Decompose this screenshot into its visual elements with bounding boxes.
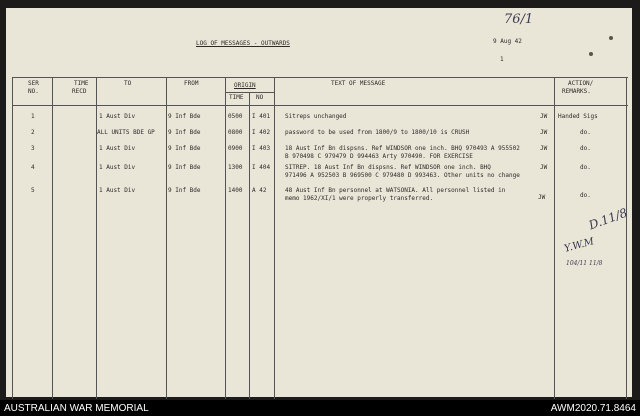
cell-text: Sitreps unchanged <box>285 113 347 120</box>
cell-ser: 5 <box>31 187 35 194</box>
cell-initials: JW <box>540 129 548 136</box>
cell-time: 0900 <box>228 145 243 152</box>
cell-time: 1400 <box>228 187 243 194</box>
col-time: TIME <box>74 80 89 87</box>
cell-ser: 3 <box>31 145 35 152</box>
handwritten-signature: D.11/8 <box>586 205 630 233</box>
table-top-border <box>12 77 628 78</box>
col-ser: SER <box>28 80 39 87</box>
column-divider <box>225 77 226 399</box>
column-divider <box>626 77 627 399</box>
cell-text: SITREP. 18 Aust Inf Bn dispsns. Ref WINDSOR one inch. BHQ <box>285 164 491 171</box>
cell-initials: JW <box>540 113 548 120</box>
col-origin-time: TIME <box>229 94 244 101</box>
column-divider <box>52 77 53 399</box>
handwritten-note: 104/11 11/8 <box>566 260 603 267</box>
cell-no: I 404 <box>252 164 271 171</box>
cell-initials: JW <box>540 164 548 171</box>
column-divider <box>249 92 250 399</box>
cell-to: 1 Aust Div <box>99 113 136 120</box>
cell-time: 0500 <box>228 113 243 120</box>
cell-to: 1 Aust Div <box>99 187 136 194</box>
col-origin: ORIGIN <box>234 82 256 89</box>
cell-text: password to be used from 1800/9 to 1800/10 is CRUSH <box>285 129 470 136</box>
cell-ser: 4 <box>31 164 35 171</box>
cell-remarks: do. <box>580 164 591 171</box>
cell-no: I 401 <box>252 113 271 120</box>
col-recd: RECD <box>72 88 87 95</box>
document-sheet <box>6 8 632 397</box>
col-action: ACTION/ <box>568 80 594 87</box>
col-origin-no: NO <box>256 94 264 101</box>
cell-initials: JW <box>540 145 548 152</box>
cell-ser: 2 <box>31 129 35 136</box>
column-divider <box>554 77 555 399</box>
cell-no: A 42 <box>252 187 267 194</box>
footer-bar <box>0 400 640 416</box>
column-divider <box>12 77 13 399</box>
cell-text: 18 Aust Inf Bn dispsns. Ref WINDSOR one inch. BHQ 970493 A 955502 <box>285 145 520 152</box>
log-date: 9 Aug 42 <box>493 38 522 45</box>
cell-time: 1300 <box>228 164 243 171</box>
cell-text: 48 Aust Inf Bn personnel at WATSONIA. All personnel listed in <box>285 187 506 194</box>
punch-hole <box>589 52 593 56</box>
cell-from: 9 Inf Bde <box>168 164 201 171</box>
handwritten-signature: Y.W.M <box>563 236 596 255</box>
column-divider <box>96 77 97 399</box>
cell-to: 1 Aust Div <box>99 145 136 152</box>
cell-ser: 1 <box>31 113 35 120</box>
punch-hole <box>609 36 613 40</box>
col-no: NO. <box>28 88 39 95</box>
cell-initials: JW <box>538 194 546 201</box>
cell-remarks: Handed Sigs <box>558 113 598 120</box>
cell-from: 9 Inf Bde <box>168 187 201 194</box>
cell-text: 971496 A 952503 B 969500 C 979480 D 993463. Other units no change <box>285 172 520 179</box>
col-remarks: REMARKS. <box>562 88 591 95</box>
table-header-divider <box>12 105 628 106</box>
log-title: LOG OF MESSAGES - OUTWARDS <box>196 40 290 47</box>
footer-accession-number: AWM2020.71.8464 <box>550 403 636 414</box>
page-number: 1 <box>500 56 504 63</box>
cell-from: 9 Inf Bde <box>168 113 201 120</box>
footer-institution: AUSTRALIAN WAR MEMORIAL <box>4 403 149 414</box>
column-divider <box>274 77 275 399</box>
cell-remarks: do. <box>580 192 591 199</box>
cell-no: I 403 <box>252 145 271 152</box>
cell-text: memo 1962/XI/1 were properly transferred. <box>285 195 434 202</box>
cell-to: 1 Aust Div <box>99 164 136 171</box>
cell-time: 0800 <box>228 129 243 136</box>
col-from: FROM <box>184 80 199 87</box>
cell-remarks: do. <box>580 145 591 152</box>
cell-from: 9 Inf Bde <box>168 129 201 136</box>
cell-remarks: do. <box>580 129 591 136</box>
cell-no: I 402 <box>252 129 271 136</box>
col-text: TEXT OF MESSAGE <box>331 80 386 87</box>
cell-to: ALL UNITS BDE GP <box>97 129 155 136</box>
cell-from: 9 Inf Bde <box>168 145 201 152</box>
col-to: TO <box>124 80 132 87</box>
column-divider <box>166 77 167 399</box>
cell-text: B 970498 C 979479 D 994463 Arty 970490. FOR EXERCISE <box>285 153 473 160</box>
handwritten-annotation: 76/1 <box>504 12 534 27</box>
